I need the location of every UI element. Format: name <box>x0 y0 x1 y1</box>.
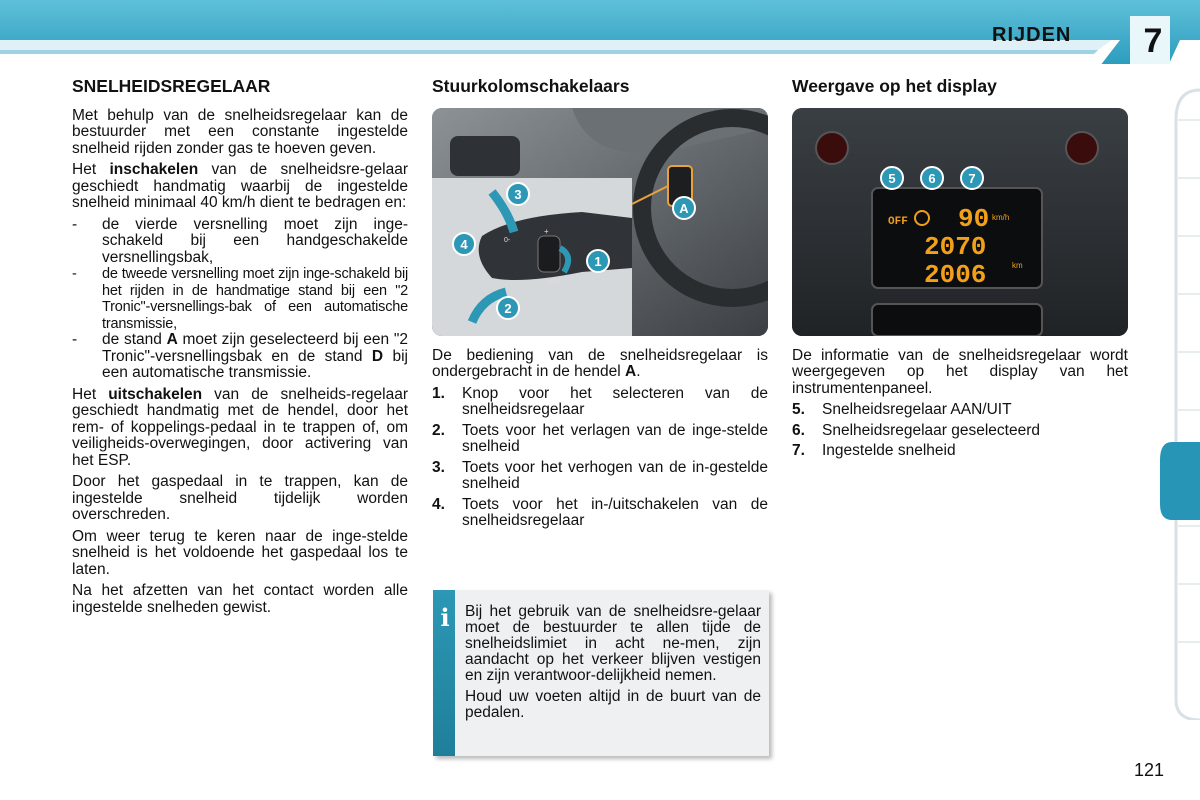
list-item: 4. Toets voor het in-/uitschakelen van de snelheidsregelaar <box>432 495 768 529</box>
section-heading: Stuurkolomschakelaars <box>432 76 630 96</box>
list-item: - de stand A moet zijn geselecteerd bij een "2 Tronic"-versnellingsbak en de stand D bij een automatische transmissie. <box>72 332 408 382</box>
info-bar <box>433 590 455 756</box>
off-indicator: OFF <box>888 215 908 228</box>
list-item: - de tweede versnelling moet zijn inge-schakeld bij het rijden in de handmatige stand bij een "2 Tronic"-versnellings-bak of een automatische transmissie, <box>72 266 408 332</box>
set-speed: 90 <box>958 203 990 234</box>
page-header <box>0 0 1200 64</box>
chapter-title: RIJDEN <box>992 24 1072 46</box>
callout-a: A <box>679 200 689 216</box>
paragraph: De bediening van de snelheidsregelaar is ondergebracht in de hendel A. <box>432 346 768 380</box>
callout-1: 1 <box>594 253 602 269</box>
display-drawing <box>792 108 1128 336</box>
paragraph: De informatie van de snelheidsregelaar wordt weergegeven op het display van het instrumentenpaneel. <box>792 346 1128 397</box>
info-box <box>433 590 769 756</box>
stalk-label: 0- <box>504 236 511 244</box>
paragraph: Om weer terug te keren naar de inge-stelde snelheid is het voldoende het gaspedaal los te laten. <box>72 527 408 578</box>
list-item: 2. Toets voor het verlagen van de inge-stelde snelheid <box>432 421 768 455</box>
chapter-7-tab[interactable] <box>1160 442 1200 520</box>
paragraph: Houd uw voeten altijd in de buurt van de pedalen. <box>465 688 761 721</box>
paragraph: Het inschakelen van de snelheidsre-gelaar geschiedt handmatig waarbij de ingestelde snelheid minimaal 40 km/h dient te bedragen en: <box>72 161 408 211</box>
stalk-label: OFF <box>548 279 560 286</box>
list-item: - de vierde versnelling moet zijn inge-schakeld bij een handgeschakelde versnellingsbak, <box>72 217 408 267</box>
list-item: 7. Ingestelde snelheid <box>792 442 956 459</box>
chapter-number: 7 <box>1143 22 1163 60</box>
list-item: 1. Knop voor het selecteren van de snelheidsregelaar <box>432 384 768 418</box>
list-item: 6. Snelheidsregelaar geselecteerd <box>792 421 1041 439</box>
odometer-unit: km <box>1012 260 1023 270</box>
callout-4: 4 <box>460 236 468 252</box>
paragraph: Bij het gebruik van de snelheidsre-gelaar moet de bestuurder te allen tijde de snelheidslimiet in acht ne-men, zijn aandacht op het verkeer blijven vestigen en zijn verantwoor-delijkheid nemen. <box>465 603 761 684</box>
paragraph: Na het afzetten van het contact worden alle ingestelde snelheden gewist. <box>72 582 408 616</box>
column-cruise-control <box>72 78 408 621</box>
stalk-illustration <box>432 108 768 336</box>
column-steering-switches <box>432 78 768 534</box>
speed-unit: km/h <box>992 212 1010 222</box>
list-item: 3. Toets voor het verhogen van de in-gestelde snelheid <box>432 458 768 492</box>
callout-3: 3 <box>514 186 522 202</box>
info-text <box>465 604 761 726</box>
paragraph: Het uitschakelen van de snelheids-regelaar geschiedt handmatig met de hendel, door het rem- of koppelings-pedaal in te trappen of, om veiligheids-overwegingen, door activering van het ESP. <box>72 385 409 469</box>
display-line-2: 2070 <box>924 231 987 262</box>
callout-2: 2 <box>504 300 512 316</box>
section-heading: Weergave op het display <box>792 76 997 96</box>
section-heading: SNELHEIDSREGELAAR <box>72 76 271 96</box>
paragraph: Met behulp van de snelheidsregelaar kan de bestuurder met een constante ingestelde snelheid rijden zonder gas te hoeven geven. <box>72 106 408 157</box>
odometer: 2006 <box>924 259 987 290</box>
controls-list <box>432 386 768 530</box>
callout-5: 5 <box>888 170 896 186</box>
list-item: 5. Snelheidsregelaar AAN/UIT <box>792 401 1012 418</box>
display-illustration <box>792 108 1128 336</box>
callout-7: 7 <box>968 170 976 186</box>
display-list <box>792 402 1128 460</box>
stalk-label: + <box>544 226 549 236</box>
column-display <box>792 78 1128 464</box>
requirements-list <box>72 217 408 382</box>
paragraph: Door het gaspedaal in te trappen, kan de ingestelde snelheid tijdelijk worden overschreden. <box>72 473 408 523</box>
callout-6: 6 <box>928 170 936 186</box>
info-icon: i <box>440 603 450 632</box>
page-number: 121 <box>1134 760 1165 780</box>
side-tabs <box>1156 80 1200 720</box>
stalk-drawing <box>432 108 768 336</box>
